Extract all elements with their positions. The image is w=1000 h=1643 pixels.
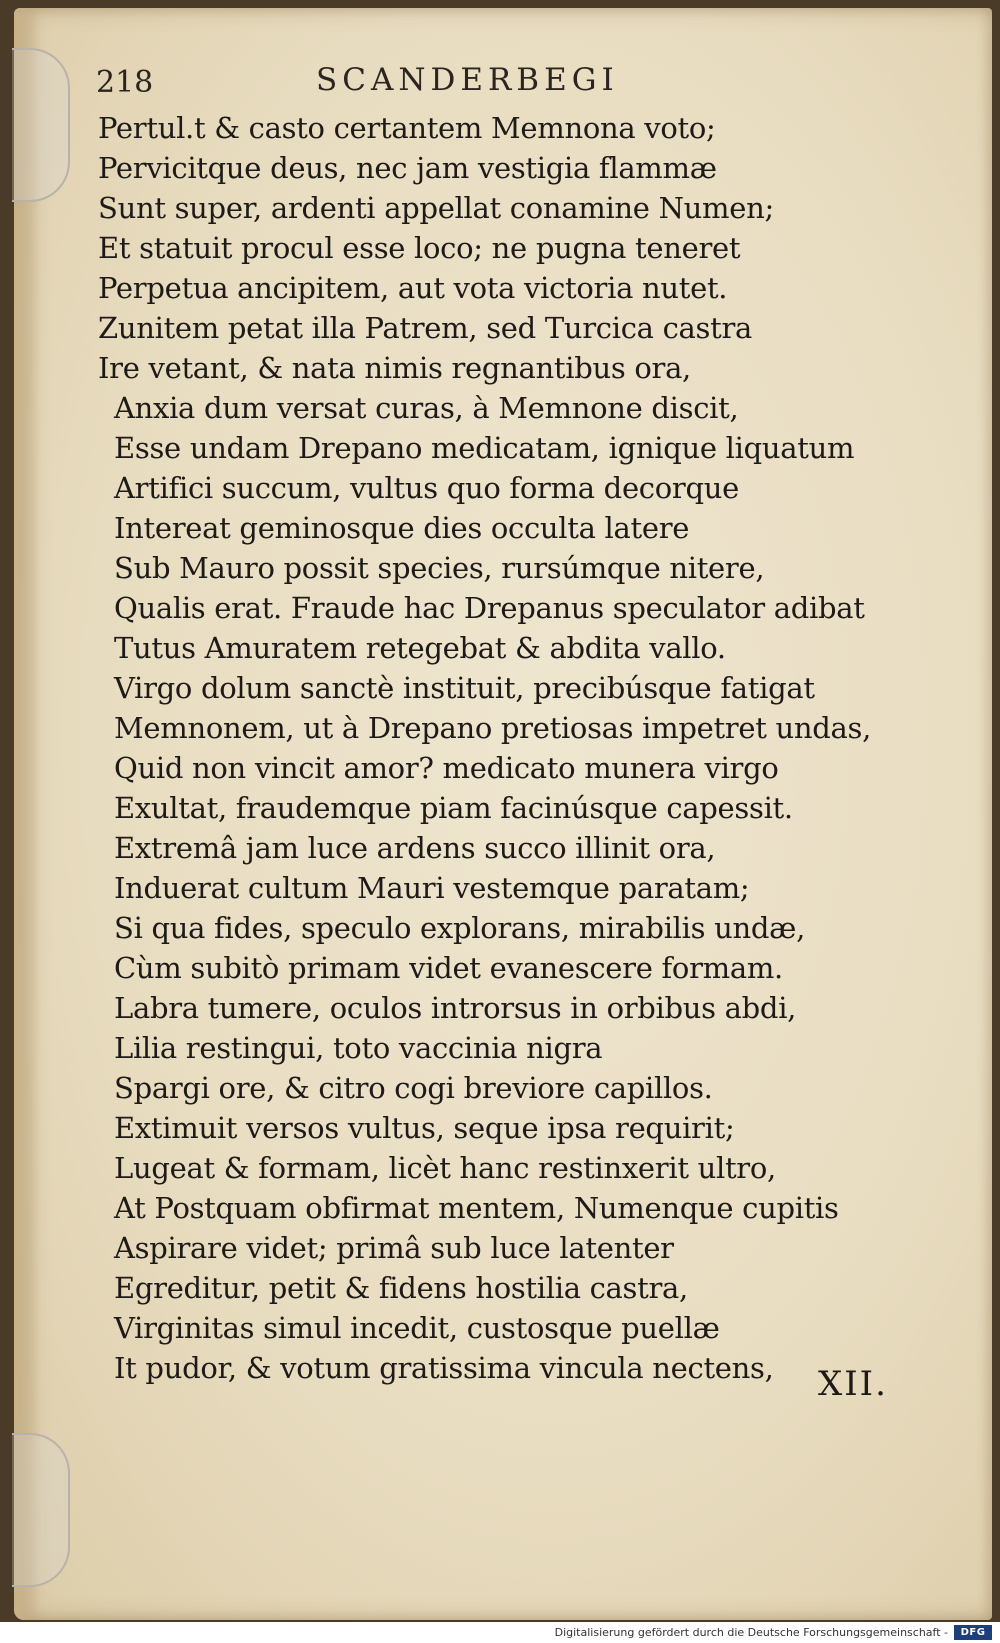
verse-line: Lugeat & formam, licèt hanc restinxerit ultro, bbox=[114, 1151, 776, 1185]
page-clip-bottom bbox=[12, 1433, 70, 1587]
verse-line: Egreditur, petit & fidens hostilia castra, bbox=[114, 1271, 688, 1305]
verse-line: Induerat cultum Mauri vestemque paratam; bbox=[114, 871, 750, 905]
verse-line: Quid non vincit amor? medicato munera virgo bbox=[114, 751, 779, 785]
verse-line: Pertul.t & casto certantem Memnona voto; bbox=[98, 111, 716, 145]
verse-line: Tutus Amuratem retegebat & abdita vallo. bbox=[114, 631, 726, 665]
page-header bbox=[96, 58, 696, 104]
verse-line: At Postquam obfirmat mentem, Numenque cupitis bbox=[114, 1191, 839, 1225]
verse-line: Extremâ jam luce ardens succo illinit ora, bbox=[114, 831, 716, 865]
verse-line: Si qua fides, speculo explorans, mirabilis undæ, bbox=[114, 911, 806, 945]
running-head: SCANDERBEGI bbox=[316, 62, 619, 98]
verse-line: Spargi ore, & citro cogi breviore capillos. bbox=[114, 1071, 713, 1105]
page-clip-top bbox=[12, 48, 70, 202]
verse-line: Lilia restingui, toto vaccinia nigra bbox=[114, 1031, 603, 1065]
verse-list bbox=[98, 108, 918, 1388]
verse-line: Memnonem, ut à Drepano pretiosas impetret undas, bbox=[114, 711, 872, 745]
dfg-logo[interactable]: DFG bbox=[954, 1625, 992, 1640]
verse-line: Intereat geminosque dies occulta latere bbox=[114, 511, 690, 545]
book-page bbox=[14, 8, 992, 1620]
verse-line: Cùm subitò primam videt evanescere formam. bbox=[114, 951, 783, 985]
page-gutter-shadow bbox=[14, 8, 40, 1620]
footer-bar bbox=[0, 1622, 1000, 1643]
verse-line: Esse undam Drepano medicatam, ignique liquatum bbox=[114, 431, 855, 465]
verse-line: Artifici succum, vultus quo forma decorque bbox=[114, 471, 739, 505]
verse-line: Sunt super, ardenti appellat conamine Numen; bbox=[98, 191, 774, 225]
catchword: XII. bbox=[818, 1364, 888, 1404]
verse-line: Zunitem petat illa Patrem, sed Turcica castra bbox=[98, 311, 752, 345]
funding-credit: Digitalisierung gefördert durch die Deutsche Forschungsgemeinschaft - bbox=[554, 1626, 948, 1639]
page-number: 218 bbox=[96, 65, 154, 100]
verse-line: It pudor, & votum gratissima vincula nectens, bbox=[114, 1351, 774, 1385]
verse-line: Et statuit procul esse loco; ne pugna teneret bbox=[98, 231, 741, 265]
verse-line: Ire vetant, & nata nimis regnantibus ora, bbox=[98, 351, 691, 385]
verse-line: Virgo dolum sanctè instituit, precibúsque fatigat bbox=[114, 671, 815, 705]
verse-line: Anxia dum versat curas, à Memnone discit, bbox=[114, 391, 739, 425]
verse-line: Virginitas simul incedit, custosque puellæ bbox=[114, 1311, 720, 1345]
verse-line: Aspirare videt; primâ sub luce latenter bbox=[114, 1231, 674, 1265]
verse-line: Qualis erat. Fraude hac Drepanus speculator adibat bbox=[114, 591, 865, 625]
verse-line: Pervicitque deus, nec jam vestigia flammæ bbox=[98, 151, 717, 185]
verse-line: Extimuit versos vultus, seque ipsa requirit; bbox=[114, 1111, 735, 1145]
verse-line: Exultat, fraudemque piam facinúsque capessit. bbox=[114, 791, 793, 825]
verse-line: Sub Mauro possit species, rursúmque nitere, bbox=[114, 551, 765, 585]
verse-line: Labra tumere, oculos introrsus in orbibus abdi, bbox=[114, 991, 797, 1025]
verse-line: Perpetua ancipitem, aut vota victoria nutet. bbox=[98, 271, 728, 305]
